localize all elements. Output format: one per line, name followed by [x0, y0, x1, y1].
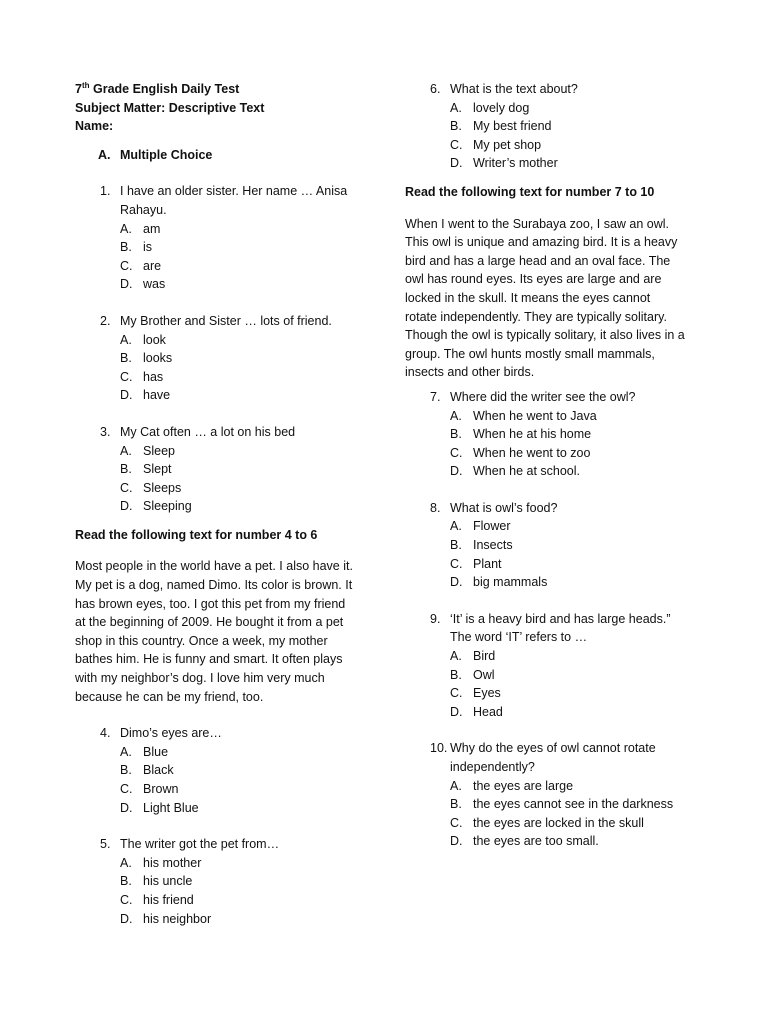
- option-a[interactable]: A. Sleep: [120, 443, 175, 458]
- option-b[interactable]: B. Owl: [450, 667, 495, 682]
- question-8: [405, 499, 705, 592]
- option-a[interactable]: A. the eyes are large: [450, 778, 574, 793]
- option-c[interactable]: C. When he went to zoo: [450, 445, 591, 460]
- question-2: [75, 312, 375, 405]
- option-c[interactable]: C. are: [120, 258, 162, 273]
- question-number: 2.: [100, 313, 111, 328]
- reading-passage-dog: Most people in the world have a pet. I also have it. My pet is a dog, named Dimo. Its color is brown. It has brown eyes, too. I got this pet from my friend at the beginning of 2009. He bought it from a pet shop in this country. Once a week, my mother bathes him. He is funny and smart. It often plays with my neighbor’s dog. I love him very much because he can be my friend, too.: [75, 559, 353, 704]
- question-text: Dimo’s eyes are…: [120, 726, 222, 741]
- question-number: 5.: [100, 837, 111, 852]
- option-c[interactable]: C. the eyes are locked in the skull: [450, 815, 644, 830]
- question-text: Where did the writer see the owl?: [450, 389, 636, 404]
- option-b[interactable]: B. My best friend: [450, 119, 552, 134]
- question-number: 8.: [430, 500, 441, 515]
- option-a[interactable]: A. look: [120, 332, 166, 347]
- option-a[interactable]: A. Flower: [450, 519, 511, 534]
- question-number: 6.: [430, 82, 441, 96]
- option-c[interactable]: C. Sleeps: [120, 480, 182, 495]
- question-10: [405, 739, 705, 851]
- option-a[interactable]: A. When he went to Java: [450, 408, 597, 423]
- option-b[interactable]: B. is: [120, 240, 153, 255]
- question-6: [405, 80, 705, 173]
- option-d[interactable]: D. have: [120, 388, 171, 403]
- option-d[interactable]: D. Writer’s mother: [450, 156, 558, 171]
- option-b[interactable]: B. his uncle: [120, 874, 193, 889]
- option-c[interactable]: C. Eyes: [450, 686, 501, 701]
- test-title-text: Grade English Daily Test: [89, 82, 240, 96]
- question-9: [405, 610, 705, 722]
- option-a[interactable]: A. Blue: [120, 744, 169, 759]
- option-c[interactable]: C. has: [120, 369, 164, 384]
- question-7: [405, 388, 705, 481]
- option-c[interactable]: C. his friend: [120, 892, 194, 907]
- question-text: What is the text about?: [450, 82, 578, 96]
- question-4: [75, 724, 375, 817]
- option-d[interactable]: D. big mammals: [450, 575, 548, 590]
- question-number: 4.: [100, 726, 111, 741]
- option-b[interactable]: B. Slept: [120, 462, 172, 477]
- section-heading: [98, 146, 375, 165]
- question-text: Why do the eyes of owl cannot rotate: [450, 741, 656, 756]
- option-b[interactable]: B. Insects: [450, 538, 513, 553]
- option-a[interactable]: A. lovely dog: [450, 100, 530, 115]
- name-label: Name:: [75, 119, 114, 134]
- option-d[interactable]: D. Sleeping: [120, 499, 192, 514]
- option-b[interactable]: B. the eyes cannot see in the darkness: [450, 797, 674, 812]
- section-title: Multiple Choice: [120, 147, 213, 162]
- question-text: The writer got the pet from…: [120, 837, 280, 852]
- question-5: [75, 835, 375, 928]
- section-letter: A.: [98, 147, 111, 162]
- question-text: Rahayu.: [120, 202, 167, 217]
- option-a[interactable]: A. am: [120, 221, 161, 236]
- question-text: What is owl’s food?: [450, 500, 558, 515]
- question-number: 10.: [430, 741, 448, 756]
- option-b[interactable]: B. When he at his home: [450, 427, 592, 442]
- option-a[interactable]: A. Bird: [450, 649, 496, 664]
- question-number: 7.: [430, 389, 441, 404]
- reading-heading-7-10: Read the following text for number 7 to 10: [405, 184, 655, 199]
- option-d[interactable]: D. When he at school.: [450, 464, 581, 479]
- grade-number: 7: [75, 82, 82, 96]
- option-d[interactable]: D. Head: [450, 704, 503, 719]
- grade-superscript: th: [81, 80, 90, 90]
- question-3: [75, 423, 375, 516]
- right-column: [405, 80, 705, 851]
- option-b[interactable]: B. Black: [120, 763, 174, 778]
- subject-matter: Subject Matter: Descriptive Text: [75, 100, 265, 115]
- option-c[interactable]: C. Plant: [450, 556, 502, 571]
- option-d[interactable]: D. his neighbor: [120, 911, 212, 926]
- option-c[interactable]: C. Brown: [120, 782, 179, 796]
- question-text: My Brother and Sister … lots of friend.: [120, 313, 332, 328]
- question-number: 9.: [430, 611, 441, 626]
- left-column: [75, 80, 375, 928]
- option-d[interactable]: D. the eyes are too small.: [450, 834, 599, 849]
- question-1: [75, 182, 375, 294]
- option-c[interactable]: C. My pet shop: [450, 137, 542, 152]
- question-text: My Cat often … a lot on his bed: [120, 424, 296, 439]
- question-text: I have an older sister. Her name … Anisa: [120, 184, 348, 199]
- question-text: ‘It’ is a heavy bird and has large heads.”: [450, 611, 671, 626]
- option-d[interactable]: D. was: [120, 277, 166, 292]
- option-d[interactable]: D. Light Blue: [120, 800, 199, 815]
- option-a[interactable]: A. his mother: [120, 855, 202, 870]
- question-number: 3.: [100, 424, 111, 439]
- question-text: independently?: [450, 760, 535, 774]
- reading-heading-4-6: Read the following text for number 4 to 6: [75, 527, 318, 542]
- test-title: [75, 80, 375, 99]
- option-b[interactable]: B. looks: [120, 351, 173, 366]
- question-number: 1.: [100, 184, 111, 199]
- question-text: The word ‘IT’ refers to …: [450, 630, 588, 645]
- reading-passage-owl: When I went to the Surabaya zoo, I saw an owl. This owl is unique and amazing bird. It is a heavy bird and has a large head and an oval face. The owl has round eyes. Its eyes are large and are locked in the skull. It means the eyes cannot rotate independently. They are typically solitary. Though the owl is typically solitary, it also lives in a group. The owl hunts mostly small mammals, insects and other birds.: [405, 216, 685, 380]
